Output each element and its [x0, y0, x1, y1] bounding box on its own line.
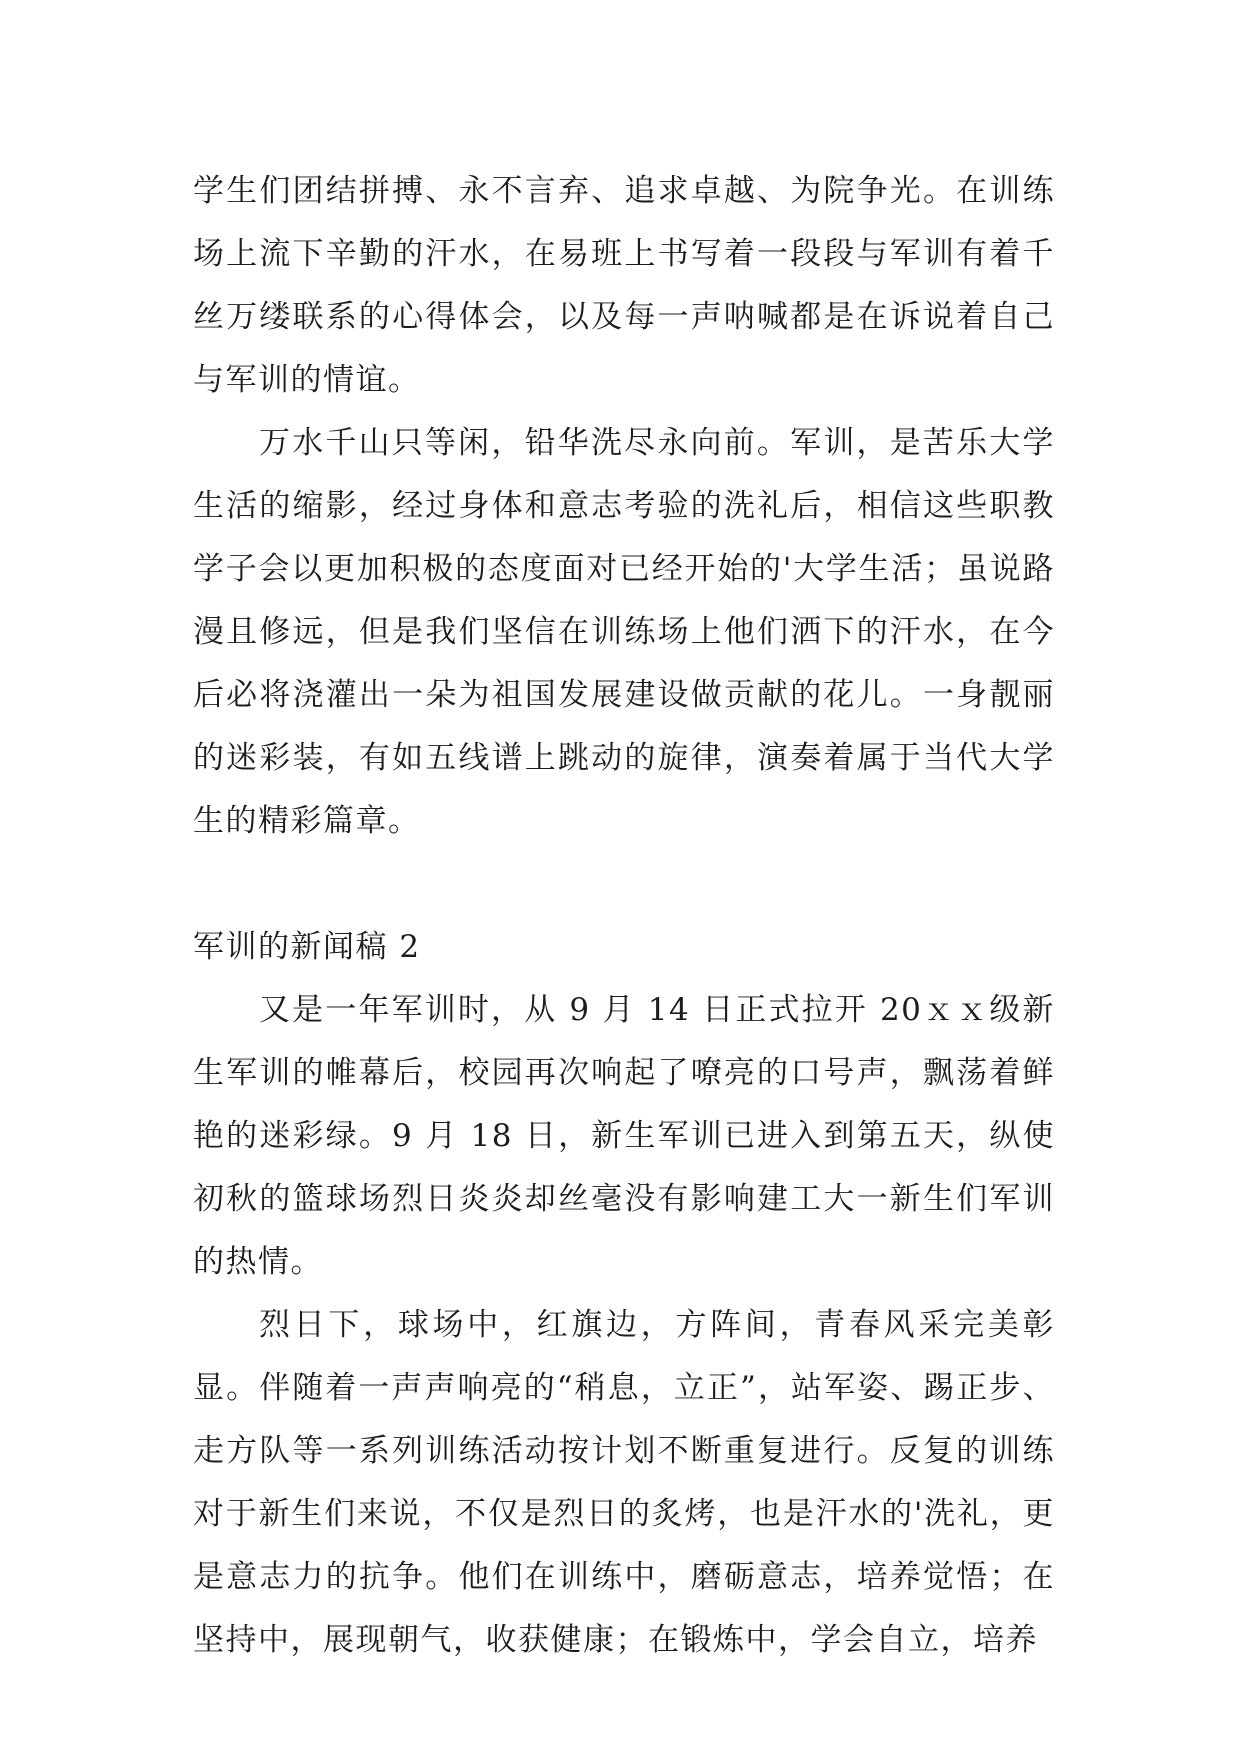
- paragraph: 又是一年军训时，从 9 月 14 日正式拉开 20ｘｘ级新生军训的帷幕后，校园再次响起了嘹亮的口号声，飘荡着鲜艳的迷彩绿。9 月 18 日，新生军训已进入到第五天，纵使初秋的篮球场烈日炎炎却丝毫没有影响建工大一新生们军训的热情。: [193, 992, 1055, 1280]
- section-title: 军训的新闻稿 2: [193, 929, 421, 965]
- paragraph: 烈日下，球场中，红旗边，方阵间，青春风采完美彰显。伴随着一声声响亮的“稍息，立正”，站军姿、踢正步、走方队等一系列训练活动按计划不断重复进行。反复的训练对于新生们来说，不仅是烈日的炙烤，也是汗水的'洗礼，更是意志力的抗争。他们在训练中，磨砺意志，培养觉悟；在坚持中，展现朝气，收获健康；在锻炼中，学会自立，培养: [193, 1307, 1055, 1658]
- paragraph-continued: 学生们团结拼搏、永不言弃、追求卓越、为院争光。在训练场上流下辛勤的汗水，在易班上书写着一段段与军训有着千丝万缕联系的心得体会，以及每一声呐喊都是在诉说着自己与军训的情谊。: [193, 173, 1055, 398]
- paragraph: 万水千山只等闲，铅华洗尽永向前。军训，是苦乐大学生活的缩影，经过身体和意志考验的洗礼后，相信这些职教学子会以更加积极的态度面对已经开始的'大学生活；虽说路漫且修远，但是我们坚信在训练场上他们洒下的汗水，在今后必将浇灌出一朵为祖国发展建设做贡献的花儿。一身靓丽的迷彩装，有如五线谱上跳动的旋律，演奏着属于当代大学生的精彩篇章。: [193, 425, 1055, 839]
- document-body: [193, 160, 1055, 1672]
